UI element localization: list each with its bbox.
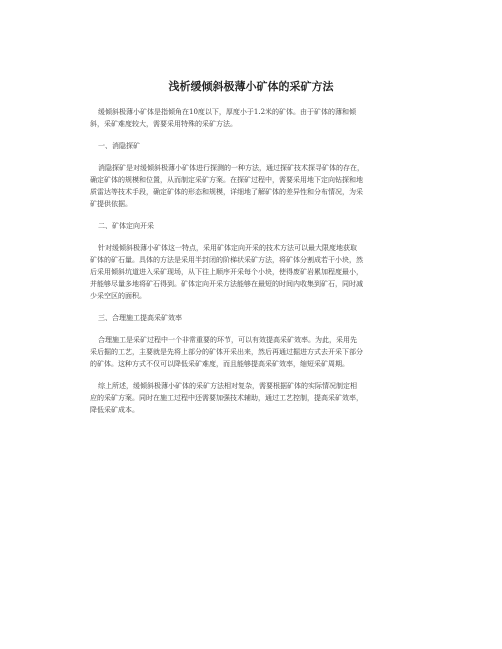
text-line: 合理施工是采矿过程中一个非常重要的环节，可以有效提高采矿效率。为此，采用先 (98, 336, 357, 344)
text-line: 的矿体。这种方式不仅可以降低采矿难度，而且能够提高采矿效率，缩短采矿周期。 (90, 360, 349, 368)
text-line: 少采空区的面积。 (90, 292, 146, 300)
section-heading: 一、消隐探矿 (98, 142, 140, 150)
text-line: 矿提供依据。 (90, 200, 132, 208)
document-body (90, 106, 416, 426)
section-heading: 三、合理施工提高采矿效率 (98, 314, 182, 322)
text-line: 斜，采矿难度较大，需要采用特殊的采矿方法。 (90, 120, 237, 128)
section-paragraph (90, 242, 416, 302)
text-line: 消隐探矿是对缓倾斜极薄小矿体进行探测的一种方法，通过探矿技术探寻矿体的存在， (98, 164, 364, 172)
text-line: 应的采矿方案。同时在施工过程中还需要加强技术辅助，通过工艺控制，提高采矿效率， (90, 394, 363, 402)
section-paragraph (90, 162, 416, 210)
text-line: 并能够尽量多地将矿石得到。矿体定向开采方法能够在最短的时间内收集到矿石，同时减 (90, 280, 363, 288)
intro-paragraph (90, 106, 416, 130)
section-paragraph (90, 334, 416, 370)
conclusion-paragraph (90, 380, 416, 416)
text-line: 缓倾斜极薄小矿体是指倾角在10度以下，厚度小于1.2米的矿体。由于矿体的薄和倾 (98, 108, 357, 116)
text-line: 采后掘的工艺，主要就是先将上部分的矿体开采出来，然后再通过掘进方式去开采下部分 (90, 348, 363, 356)
text-line: 降低采矿成本。 (90, 406, 139, 414)
document-title: 浅析缓倾斜极薄小矿体的采矿方法 (168, 80, 334, 93)
text-line: 综上所述，缓倾斜极薄小矿体的采矿方法相对复杂，需要根据矿体的实际情况制定相 (98, 382, 357, 390)
text-line: 质雷达等技术手段，确定矿体的形态和规模，详细地了解矿体的差异性和分布情况，为采 (90, 188, 363, 196)
text-line: 确定矿体的规模和位置，从而制定采矿方案。在探矿过程中，需要采用地下定向钻探和地 (90, 176, 363, 184)
text-line: 矿体的矿石量。具体的方法是采用半封闭的阶梯状采矿方法，将矿体分割成若干小块，然 (90, 256, 363, 264)
text-line: 后采用倾斜坑道进入采矿现场，从下往上顺序开采每个小块，使得废矿岩累加程度最小， (90, 268, 363, 276)
text-line: 针对缓倾斜极薄小矿体这一特点，采用矿体定向开采的技术方法可以最大限度地获取 (98, 244, 357, 252)
section-heading: 二、矿体定向开采 (98, 222, 154, 230)
